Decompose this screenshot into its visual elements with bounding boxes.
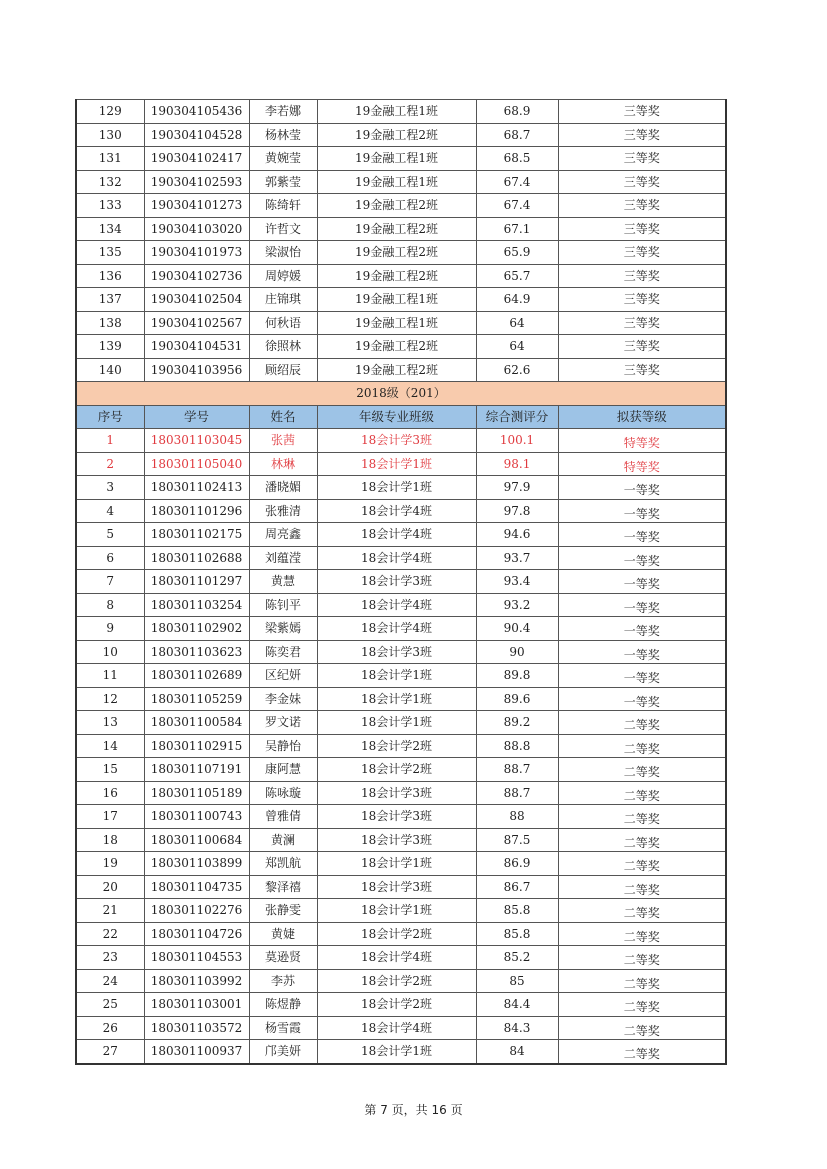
table-row	[76, 452, 726, 476]
row-number: 133	[76, 194, 144, 218]
table-row	[76, 664, 726, 688]
score: 93.2	[476, 593, 558, 617]
table-row	[76, 805, 726, 829]
student-id: 190304102736	[144, 264, 249, 288]
score: 86.7	[476, 875, 558, 899]
award-level: 二等奖	[558, 828, 726, 852]
award-level: 一等奖	[558, 640, 726, 664]
rows-2018	[76, 429, 726, 1064]
class-name: 18会计学4班	[317, 946, 476, 970]
section-header-row	[76, 382, 726, 406]
award-level: 二等奖	[558, 781, 726, 805]
award-level: 一等奖	[558, 476, 726, 500]
student-name: 李金妹	[249, 687, 317, 711]
award-level: 三等奖	[558, 217, 726, 241]
award-level: 一等奖	[558, 687, 726, 711]
score: 100.1	[476, 429, 558, 453]
table-row	[76, 1016, 726, 1040]
score: 85.8	[476, 899, 558, 923]
student-name: 陈绮轩	[249, 194, 317, 218]
class-name: 18会计学4班	[317, 617, 476, 641]
col-header-class: 年级专业班级	[317, 405, 476, 429]
student-name: 陈奕君	[249, 640, 317, 664]
student-id: 180301103254	[144, 593, 249, 617]
score: 67.4	[476, 194, 558, 218]
score: 88	[476, 805, 558, 829]
student-name: 黎泽禧	[249, 875, 317, 899]
row-number: 135	[76, 241, 144, 265]
score: 88.7	[476, 758, 558, 782]
student-id: 180301103623	[144, 640, 249, 664]
row-number: 3	[76, 476, 144, 500]
row-number: 23	[76, 946, 144, 970]
award-level: 一等奖	[558, 499, 726, 523]
award-level: 二等奖	[558, 758, 726, 782]
score: 65.9	[476, 241, 558, 265]
class-name: 18会计学2班	[317, 922, 476, 946]
award-level: 二等奖	[558, 946, 726, 970]
score: 93.7	[476, 546, 558, 570]
award-level: 二等奖	[558, 875, 726, 899]
class-name: 18会计学2班	[317, 969, 476, 993]
class-name: 19金融工程2班	[317, 217, 476, 241]
table-row	[76, 593, 726, 617]
table-row	[76, 852, 726, 876]
student-name: 周婷媛	[249, 264, 317, 288]
table-row	[76, 899, 726, 923]
score: 86.9	[476, 852, 558, 876]
award-level: 二等奖	[558, 734, 726, 758]
page-footer: 第 7 页，共 16 页	[364, 1103, 463, 1117]
table-row	[76, 969, 726, 993]
student-id: 180301105189	[144, 781, 249, 805]
row-number: 24	[76, 969, 144, 993]
student-id: 180301102915	[144, 734, 249, 758]
awards-table	[75, 99, 727, 1065]
award-level: 二等奖	[558, 1040, 726, 1064]
student-id: 180301104553	[144, 946, 249, 970]
class-name: 18会计学3班	[317, 781, 476, 805]
row-number: 6	[76, 546, 144, 570]
award-level: 二等奖	[558, 1016, 726, 1040]
row-number: 20	[76, 875, 144, 899]
table-row	[76, 147, 726, 171]
award-level: 三等奖	[558, 311, 726, 335]
class-name: 18会计学3班	[317, 640, 476, 664]
student-id: 180301100937	[144, 1040, 249, 1064]
student-id: 180301107191	[144, 758, 249, 782]
table-row	[76, 476, 726, 500]
class-name: 18会计学1班	[317, 711, 476, 735]
class-name: 19金融工程1班	[317, 100, 476, 124]
class-name: 18会计学1班	[317, 852, 476, 876]
score: 94.6	[476, 523, 558, 547]
student-id: 180301104726	[144, 922, 249, 946]
table-row	[76, 358, 726, 382]
column-header-row	[76, 405, 726, 429]
class-name: 18会计学3班	[317, 875, 476, 899]
score: 85.8	[476, 922, 558, 946]
table-row	[76, 311, 726, 335]
student-name: 张静雯	[249, 899, 317, 923]
student-id: 180301102175	[144, 523, 249, 547]
student-id: 180301102276	[144, 899, 249, 923]
student-id: 190304102593	[144, 170, 249, 194]
student-id: 180301101297	[144, 570, 249, 594]
student-name: 潘晓媚	[249, 476, 317, 500]
section-2018	[76, 382, 726, 429]
score: 64	[476, 311, 558, 335]
row-number: 17	[76, 805, 144, 829]
class-name: 18会计学1班	[317, 452, 476, 476]
student-name: 邝美妍	[249, 1040, 317, 1064]
table-row	[76, 217, 726, 241]
row-number: 11	[76, 664, 144, 688]
table-row	[76, 993, 726, 1017]
award-level: 二等奖	[558, 993, 726, 1017]
row-number: 7	[76, 570, 144, 594]
class-name: 18会计学4班	[317, 593, 476, 617]
row-number: 137	[76, 288, 144, 312]
row-number: 132	[76, 170, 144, 194]
section-title: 2018级（201）	[76, 382, 726, 406]
table-row	[76, 828, 726, 852]
student-id: 180301103572	[144, 1016, 249, 1040]
award-level: 二等奖	[558, 899, 726, 923]
table-row	[76, 194, 726, 218]
class-name: 18会计学3班	[317, 828, 476, 852]
class-name: 18会计学2班	[317, 758, 476, 782]
award-level: 一等奖	[558, 523, 726, 547]
award-level: 二等奖	[558, 969, 726, 993]
row-number: 5	[76, 523, 144, 547]
student-name: 杨雪霞	[249, 1016, 317, 1040]
table-row	[76, 288, 726, 312]
table-row	[76, 499, 726, 523]
score: 68.7	[476, 123, 558, 147]
student-id: 180301104735	[144, 875, 249, 899]
class-name: 18会计学1班	[317, 476, 476, 500]
student-id: 180301103001	[144, 993, 249, 1017]
table-row	[76, 335, 726, 359]
student-id: 180301100743	[144, 805, 249, 829]
student-id: 180301103045	[144, 429, 249, 453]
table-row	[76, 781, 726, 805]
student-id: 180301103992	[144, 969, 249, 993]
class-name: 19金融工程1班	[317, 311, 476, 335]
student-id: 190304104531	[144, 335, 249, 359]
table-row	[76, 758, 726, 782]
award-level: 一等奖	[558, 570, 726, 594]
student-name: 李若娜	[249, 100, 317, 124]
class-name: 19金融工程2班	[317, 123, 476, 147]
class-name: 18会计学1班	[317, 899, 476, 923]
award-level: 一等奖	[558, 617, 726, 641]
row-number: 1	[76, 429, 144, 453]
student-name: 黄婕	[249, 922, 317, 946]
table-row	[76, 875, 726, 899]
score: 62.6	[476, 358, 558, 382]
score: 88.8	[476, 734, 558, 758]
student-id: 180301102413	[144, 476, 249, 500]
score: 88.7	[476, 781, 558, 805]
student-name: 区纪妍	[249, 664, 317, 688]
row-number: 25	[76, 993, 144, 1017]
score: 87.5	[476, 828, 558, 852]
award-level: 二等奖	[558, 852, 726, 876]
table-row	[76, 546, 726, 570]
class-name: 19金融工程2班	[317, 358, 476, 382]
student-id: 180301102688	[144, 546, 249, 570]
row-number: 8	[76, 593, 144, 617]
row-number: 19	[76, 852, 144, 876]
award-level: 三等奖	[558, 194, 726, 218]
student-id: 190304105436	[144, 100, 249, 124]
row-number: 12	[76, 687, 144, 711]
row-number: 9	[76, 617, 144, 641]
class-name: 18会计学4班	[317, 499, 476, 523]
table-row	[76, 429, 726, 453]
student-name: 庄锦琪	[249, 288, 317, 312]
award-level: 三等奖	[558, 264, 726, 288]
award-level: 二等奖	[558, 711, 726, 735]
student-id: 190304103020	[144, 217, 249, 241]
student-name: 黄澜	[249, 828, 317, 852]
table-row	[76, 241, 726, 265]
row-number: 22	[76, 922, 144, 946]
score: 84	[476, 1040, 558, 1064]
score: 84.3	[476, 1016, 558, 1040]
row-number: 10	[76, 640, 144, 664]
score: 68.5	[476, 147, 558, 171]
table-row	[76, 264, 726, 288]
row-number: 134	[76, 217, 144, 241]
score: 64	[476, 335, 558, 359]
student-id: 180301103899	[144, 852, 249, 876]
student-name: 梁紫嫣	[249, 617, 317, 641]
student-id: 190304101273	[144, 194, 249, 218]
score: 67.4	[476, 170, 558, 194]
student-id: 180301102902	[144, 617, 249, 641]
score: 64.9	[476, 288, 558, 312]
student-id: 180301105040	[144, 452, 249, 476]
table-row	[76, 640, 726, 664]
student-name: 顾绍辰	[249, 358, 317, 382]
student-name: 曾雅倩	[249, 805, 317, 829]
col-header-score: 综合测评分	[476, 405, 558, 429]
award-level: 三等奖	[558, 288, 726, 312]
col-header-award: 拟获等级	[558, 405, 726, 429]
score: 85	[476, 969, 558, 993]
row-number: 18	[76, 828, 144, 852]
student-name: 郑凯航	[249, 852, 317, 876]
row-number: 14	[76, 734, 144, 758]
student-id: 180301102689	[144, 664, 249, 688]
score: 85.2	[476, 946, 558, 970]
class-name: 19金融工程2班	[317, 335, 476, 359]
class-name: 18会计学1班	[317, 664, 476, 688]
row-number: 21	[76, 899, 144, 923]
award-level: 三等奖	[558, 123, 726, 147]
score: 93.4	[476, 570, 558, 594]
score: 67.1	[476, 217, 558, 241]
student-name: 林琳	[249, 452, 317, 476]
student-id: 190304102504	[144, 288, 249, 312]
student-name: 何秋语	[249, 311, 317, 335]
table-row	[76, 711, 726, 735]
class-name: 18会计学1班	[317, 687, 476, 711]
row-number: 139	[76, 335, 144, 359]
award-level: 三等奖	[558, 170, 726, 194]
table-row	[76, 617, 726, 641]
class-name: 18会计学4班	[317, 1016, 476, 1040]
student-id: 190304102567	[144, 311, 249, 335]
row-number: 13	[76, 711, 144, 735]
class-name: 18会计学4班	[317, 546, 476, 570]
student-name: 刘蕴滢	[249, 546, 317, 570]
row-number: 129	[76, 100, 144, 124]
award-level: 特等奖	[558, 429, 726, 453]
row-number: 136	[76, 264, 144, 288]
score: 98.1	[476, 452, 558, 476]
row-number: 26	[76, 1016, 144, 1040]
class-name: 18会计学4班	[317, 523, 476, 547]
row-number: 15	[76, 758, 144, 782]
score: 84.4	[476, 993, 558, 1017]
student-name: 徐照林	[249, 335, 317, 359]
student-name: 梁淑怡	[249, 241, 317, 265]
student-name: 杨林莹	[249, 123, 317, 147]
class-name: 19金融工程1班	[317, 288, 476, 312]
row-number: 27	[76, 1040, 144, 1064]
student-name: 张雅清	[249, 499, 317, 523]
score: 90.4	[476, 617, 558, 641]
score: 97.9	[476, 476, 558, 500]
student-name: 罗文诺	[249, 711, 317, 735]
rows-2019	[76, 100, 726, 382]
student-id: 180301105259	[144, 687, 249, 711]
award-level: 三等奖	[558, 358, 726, 382]
student-name: 康阿慧	[249, 758, 317, 782]
award-level: 二等奖	[558, 805, 726, 829]
col-header-student-id: 学号	[144, 405, 249, 429]
score: 89.6	[476, 687, 558, 711]
col-header-name: 姓名	[249, 405, 317, 429]
class-name: 18会计学2班	[317, 734, 476, 758]
student-name: 张茜	[249, 429, 317, 453]
class-name: 18会计学3班	[317, 805, 476, 829]
student-name: 莫逊贤	[249, 946, 317, 970]
table-row	[76, 946, 726, 970]
row-number: 16	[76, 781, 144, 805]
table-row	[76, 523, 726, 547]
table-row	[76, 922, 726, 946]
class-name: 19金融工程2班	[317, 194, 476, 218]
class-name: 19金融工程2班	[317, 264, 476, 288]
class-name: 18会计学2班	[317, 993, 476, 1017]
award-level: 二等奖	[558, 922, 726, 946]
award-level: 一等奖	[558, 546, 726, 570]
award-level: 特等奖	[558, 452, 726, 476]
student-id: 180301100584	[144, 711, 249, 735]
class-name: 19金融工程2班	[317, 241, 476, 265]
score: 89.8	[476, 664, 558, 688]
student-name: 周亮鑫	[249, 523, 317, 547]
class-name: 18会计学1班	[317, 1040, 476, 1064]
table-row	[76, 100, 726, 124]
award-level: 三等奖	[558, 147, 726, 171]
score: 97.8	[476, 499, 558, 523]
score: 90	[476, 640, 558, 664]
score: 68.9	[476, 100, 558, 124]
score: 89.2	[476, 711, 558, 735]
award-level: 三等奖	[558, 241, 726, 265]
class-name: 19金融工程1班	[317, 147, 476, 171]
class-name: 18会计学3班	[317, 570, 476, 594]
table-row	[76, 1040, 726, 1064]
row-number: 2	[76, 452, 144, 476]
score: 65.7	[476, 264, 558, 288]
row-number: 4	[76, 499, 144, 523]
table-row	[76, 570, 726, 594]
row-number: 140	[76, 358, 144, 382]
student-id: 190304104528	[144, 123, 249, 147]
student-name: 郭紫莹	[249, 170, 317, 194]
student-name: 吴静怡	[249, 734, 317, 758]
student-id: 190304102417	[144, 147, 249, 171]
table-row	[76, 170, 726, 194]
award-level: 三等奖	[558, 100, 726, 124]
row-number: 138	[76, 311, 144, 335]
row-number: 131	[76, 147, 144, 171]
student-id: 180301100684	[144, 828, 249, 852]
class-name: 19金融工程1班	[317, 170, 476, 194]
award-level: 一等奖	[558, 664, 726, 688]
student-name: 许哲文	[249, 217, 317, 241]
row-number: 130	[76, 123, 144, 147]
award-level: 三等奖	[558, 335, 726, 359]
student-name: 陈钊平	[249, 593, 317, 617]
table-row	[76, 123, 726, 147]
class-name: 18会计学3班	[317, 429, 476, 453]
col-header-no: 序号	[76, 405, 144, 429]
student-id: 180301101296	[144, 499, 249, 523]
student-id: 190304101973	[144, 241, 249, 265]
student-name: 黄婉莹	[249, 147, 317, 171]
table-row	[76, 687, 726, 711]
award-level: 一等奖	[558, 593, 726, 617]
table-row	[76, 734, 726, 758]
student-name: 黄慧	[249, 570, 317, 594]
student-id: 190304103956	[144, 358, 249, 382]
student-name: 李苏	[249, 969, 317, 993]
student-name: 陈煜静	[249, 993, 317, 1017]
student-name: 陈咏璇	[249, 781, 317, 805]
